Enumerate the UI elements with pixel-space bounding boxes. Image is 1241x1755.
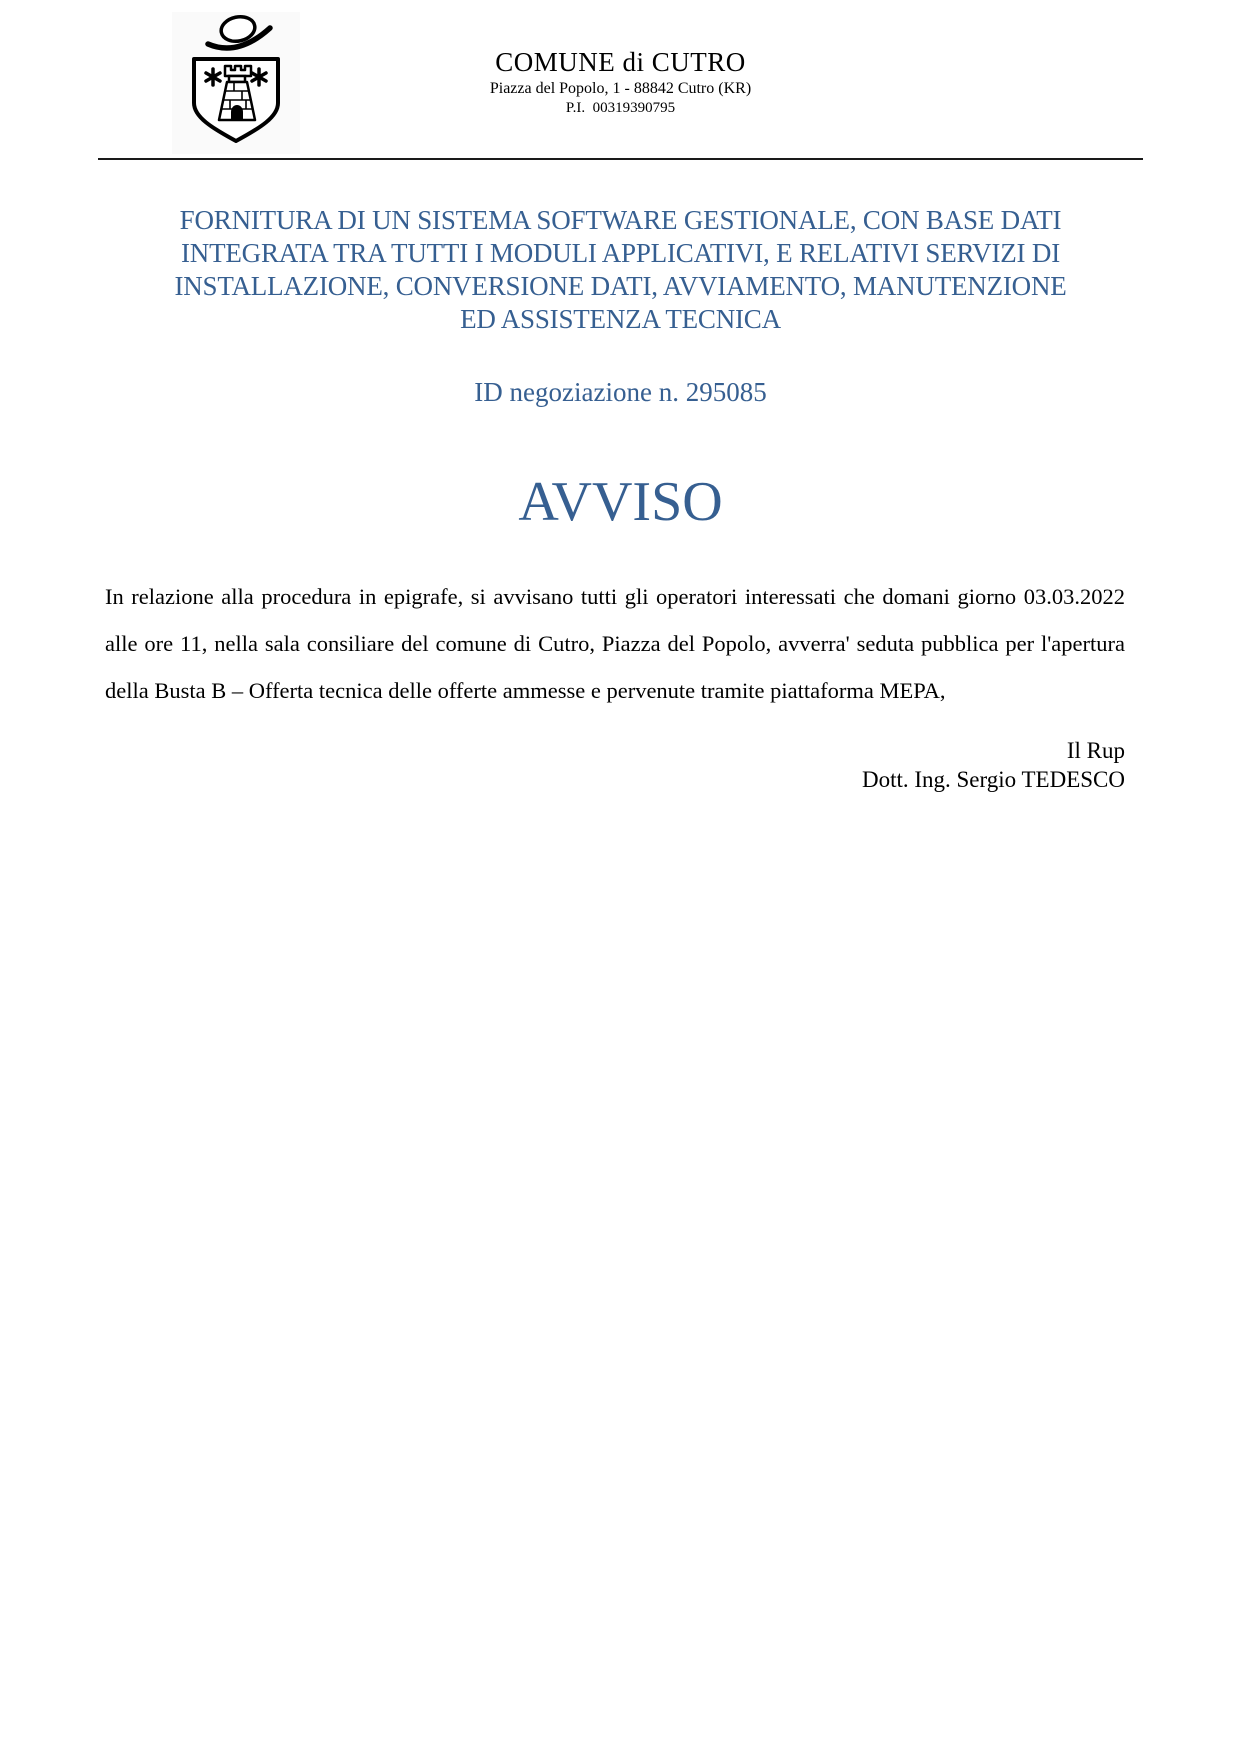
subject-title-line-4: ED ASSISTENZA TECNICA (460, 304, 781, 334)
subject-title-line-1: FORNITURA DI UN SISTEMA SOFTWARE GESTIONALE, CON BASE DATI (179, 205, 1062, 235)
subject-title-line-2: INTEGRATA TRA TUTTI I MODULI APPLICATIVI, E RELATIVI SERVIZI DI (180, 238, 1060, 268)
vat-number: P.I. 00319390795 (565, 100, 676, 116)
signature-name: Dott. Ing. Sergio TEDESCO (861, 767, 1125, 792)
header-divider (98, 158, 1143, 160)
subject-title (0, 204, 1241, 336)
subject-title-line-3: INSTALLAZIONE, CONVERSIONE DATI, AVVIAMENTO, MANUTENZIONE (174, 271, 1067, 301)
organization-name: COMUNE di CUTRO (495, 47, 746, 77)
organization-address: Piazza del Popolo, 1 - 88842 Cutro (KR) (489, 80, 752, 97)
notice-heading: AVVISO (518, 471, 723, 533)
letterhead (0, 0, 1241, 158)
signature-role: Il Rup (1066, 738, 1125, 763)
signature-block (0, 736, 1125, 794)
negotiation-id: ID negoziazione n. 295085 (474, 377, 767, 407)
coat-of-arms-logo (172, 12, 300, 154)
coat-of-arms-icon (184, 13, 288, 153)
notice-body: In relazione alla procedura in epigrafe, si avvisano tutti gli operatori interessati che domani giorno 03.03.2022 alle ore 11, nella sala consiliare del comune di Cutro, Piazza del Popolo, avverra' seduta pubblica per l'apertura della Busta B – Offerta tecnica delle offerte ammesse e pervenute tramite piattaforma MEPA, (105, 584, 1125, 703)
